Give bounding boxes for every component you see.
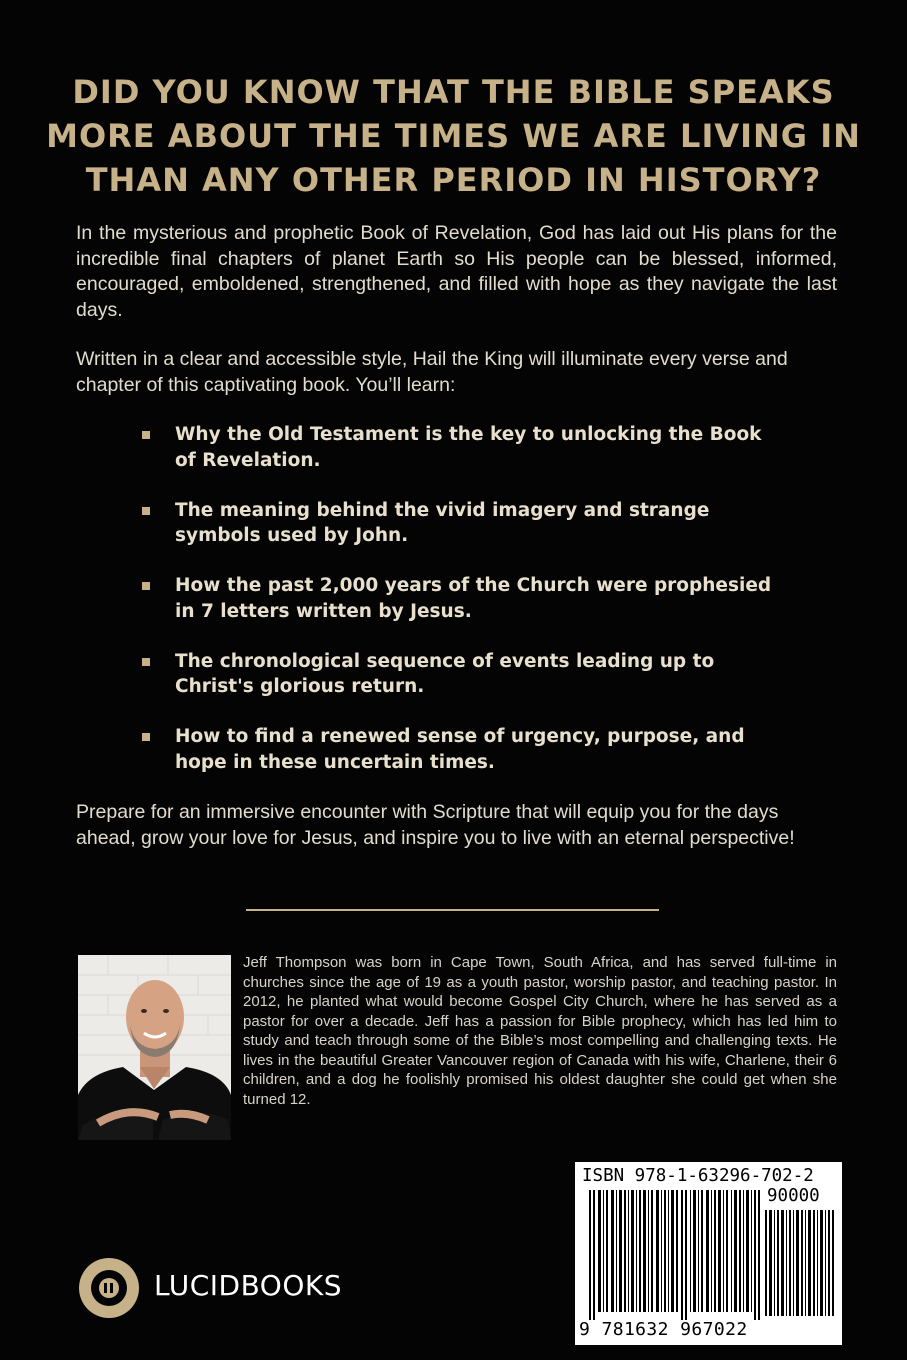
isbn-number: ISBN 978-1-63296-702-2 [582,1166,814,1186]
ean-digits: 9 781632 967022 [579,1319,748,1340]
author-portrait-icon [78,955,231,1140]
bullet-text: Why the Old Testament is the key to unlocking the Book of Revelation. [175,424,762,471]
divider [246,909,659,911]
bullet-item [140,649,780,700]
headline-line-1: DID YOU KNOW THAT THE BIBLE SPEAKS [72,73,835,111]
headline-line-2: MORE ABOUT THE TIMES WE ARE LIVING IN [46,117,861,155]
publisher-name: LUCIDBOOKS [154,1269,342,1302]
headline [40,70,867,202]
publisher-logo [77,1257,141,1319]
closing-paragraph: Prepare for an immersive encounter with Scripture that will equip you for the days ahead, grow your love for Jesus, and inspire you to live with an eternal perspective! [76,801,795,849]
bullet-list [140,422,780,800]
bullet-text: The meaning behind the vivid imagery and strange symbols used by John. [175,499,710,546]
bullet-square-icon [142,431,150,439]
price-code: 90000 [767,1186,820,1206]
bullet-item [140,573,780,624]
headline-line-3: THAN ANY OTHER PERIOD IN HISTORY? [85,161,822,199]
bullet-square-icon [142,582,150,590]
bullet-item [140,422,780,473]
bullet-text: How to find a renewed sense of urgency, purpose, and hope in these uncertain times. [175,726,745,773]
bullet-square-icon [142,658,150,666]
bullet-square-icon [142,507,150,515]
bullet-text: How the past 2,000 years of the Church were prophesied in 7 letters written by Jesus. [175,575,772,622]
bullet-item [140,724,780,775]
intro-paragraph: In the mysterious and prophetic Book of Revelation, God has laid out His plans for the incredible final chapters of planet Earth so His people can be blessed, informed, encouraged, emboldened, strengthened, and filled with hope as they navigate the last days. [76,222,837,321]
lucidbooks-logo-icon [77,1257,141,1319]
bullet-square-icon [142,733,150,741]
written-paragraph: Written in a clear and accessible style, Hail the King will illuminate every verse and chapter of this captivating book. You’ll learn: [76,348,788,396]
bullet-item [140,498,780,549]
author-bio: Jeff Thompson was born in Cape Town, South Africa, and has served full-time in churches since the age of 19 as a youth pastor, worship pastor, and teaching pastor. In 2012, he planted what would become Gospel City Church, where he has served as a pastor for over a decade. Jeff has a passion for Bible prophecy, which has led him to study and teach through some of the Bible’s most compelling and challenging texts. He lives in the beautiful Greater Vancouver region of Canada with his wife, Charlene, their 6 children, and a dog he foolishly promised his oldest daughter she could get when she turned 12. [243,954,837,1108]
bullet-text: The chronological sequence of events leading up to Christ's glorious return. [175,650,715,697]
barcode-bars-icon [575,1162,842,1345]
isbn-barcode [575,1162,842,1345]
author-photo [78,955,231,1140]
